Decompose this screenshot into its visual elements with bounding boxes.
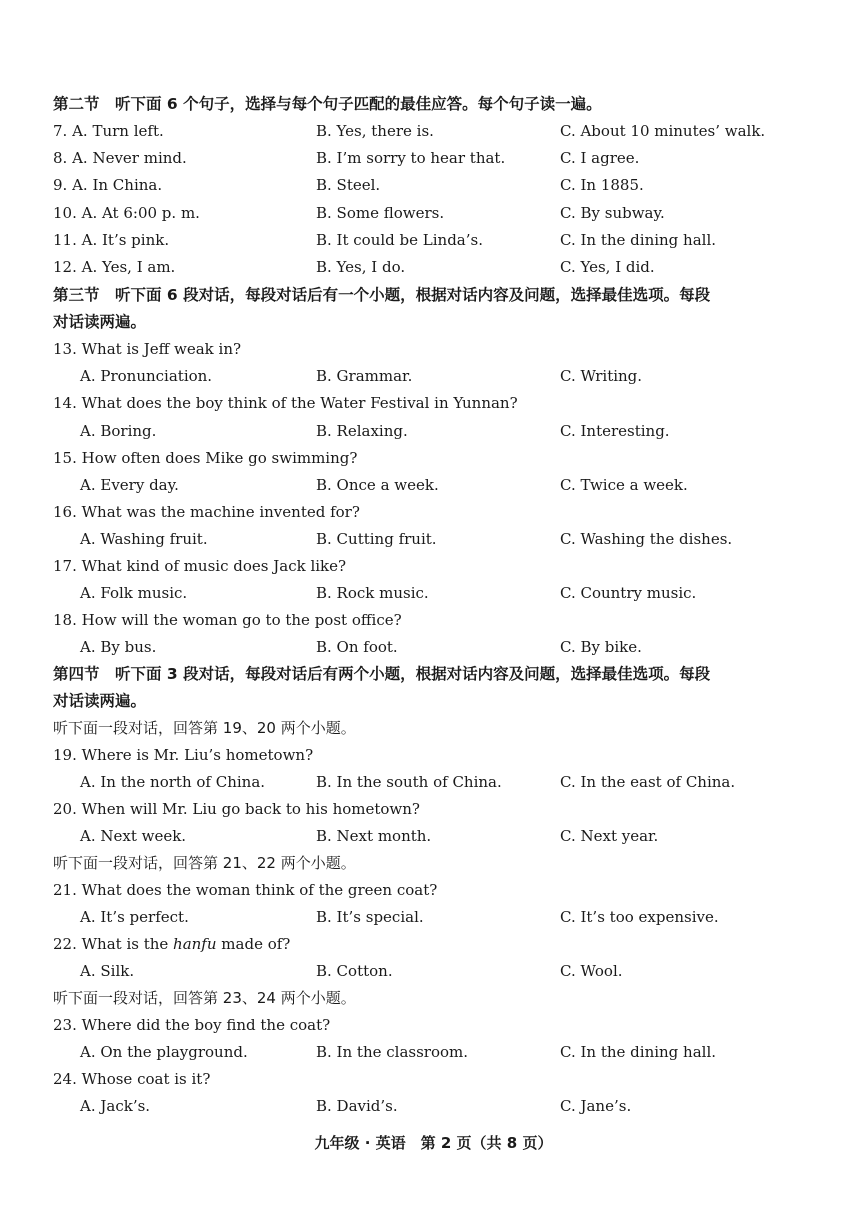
section-3-heading-cont: 对话读两遍。 (53, 313, 147, 331)
question-21 (0, 877, 867, 904)
options-17 (0, 580, 867, 607)
question-text: 16. What was the machine invented for? (53, 503, 360, 521)
question-row-8 (0, 145, 867, 172)
options-20 (0, 823, 867, 850)
option-c: C. Jane’s. (560, 1097, 632, 1115)
question-19 (0, 742, 867, 769)
option-b: B. In the classroom. (316, 1043, 469, 1061)
option-b: B. Once a week. (316, 476, 439, 494)
option-a: A. Folk music. (80, 584, 188, 602)
question-16 (0, 499, 867, 526)
section-4-heading-cont: 对话读两遍。 (53, 692, 147, 710)
option-c: C. Washing the dishes. (560, 530, 733, 548)
section-3-heading-line-1 (0, 282, 867, 309)
option-a: 9. A. In China. (53, 176, 163, 194)
question-18 (0, 607, 867, 634)
options-14 (0, 418, 867, 445)
option-c: C. Country music. (560, 584, 697, 602)
option-b: B. Cutting fruit. (316, 530, 437, 548)
question-row-10 (0, 200, 867, 227)
group-instruction: 听下面一段对话，回答第 23、24 两个小题。 (53, 989, 356, 1007)
options-21 (0, 904, 867, 931)
option-a: A. Silk. (80, 962, 135, 980)
option-b: B. Rock music. (316, 584, 429, 602)
option-a: A. Jack’s. (80, 1097, 151, 1115)
option-c: C. It’s too expensive. (560, 908, 719, 926)
option-a: A. Every day. (80, 476, 179, 494)
option-b: B. Steel. (316, 176, 381, 194)
options-18 (0, 634, 867, 661)
section-4-heading: 第四节 听下面 3 段对话，每段对话后有两个小题，根据对话内容及问题，选择最佳选项。每段 (53, 665, 711, 683)
group-instruction: 听下面一段对话，回答第 21、22 两个小题。 (53, 854, 356, 872)
question-13 (0, 336, 867, 363)
question-text: 13. What is Jeff weak in? (53, 340, 242, 358)
option-a: A. It’s perfect. (80, 908, 189, 926)
option-b: B. Cotton. (316, 962, 393, 980)
option-a: A. Washing fruit. (80, 530, 208, 548)
option-a: A. In the north of China. (80, 773, 266, 791)
group-3-instruction (0, 985, 867, 1012)
question-text-pre: 22. What is the (53, 935, 174, 953)
option-b: B. Some flowers. (316, 204, 445, 222)
question-text-italic: hanfu (173, 935, 217, 953)
question-14 (0, 390, 867, 417)
question-text: 17. What kind of music does Jack like? (53, 557, 347, 575)
option-c: C. Twice a week. (560, 476, 688, 494)
question-text: 19. Where is Mr. Liu’s hometown? (53, 746, 314, 764)
section-3-heading: 第三节 听下面 6 段对话，每段对话后有一个小题，根据对话内容及问题，选择最佳选项。每段 (53, 286, 711, 304)
option-b: B. Yes, I do. (316, 258, 406, 276)
options-19 (0, 769, 867, 796)
question-row-7 (0, 118, 867, 145)
section-2-heading: 第二节 听下面 6 个句子，选择与每个句子匹配的最佳应答。每个句子读一遍。 (53, 95, 602, 113)
option-c: C. Writing. (560, 367, 643, 385)
option-a: A. By bus. (80, 638, 157, 656)
option-c: C. In the dining hall. (560, 1043, 717, 1061)
option-a: A. Next week. (80, 827, 187, 845)
option-b: B. On foot. (316, 638, 398, 656)
option-b: B. Next month. (316, 827, 432, 845)
option-b: B. In the south of China. (316, 773, 502, 791)
option-c: C. By bike. (560, 638, 642, 656)
option-b: B. Yes, there is. (316, 122, 434, 140)
question-text: 18. How will the woman go to the post office? (53, 611, 402, 629)
option-a: 11. A. It’s pink. (53, 231, 170, 249)
question-24 (0, 1066, 867, 1093)
option-b: B. Relaxing. (316, 422, 408, 440)
option-c: C. In 1885. (560, 176, 644, 194)
option-c: C. I agree. (560, 149, 640, 167)
option-c: C. About 10 minutes’ walk. (560, 122, 766, 140)
option-a: A. On the playground. (80, 1043, 248, 1061)
option-a: 10. A. At 6:00 p. m. (53, 204, 200, 222)
question-text (53, 931, 290, 958)
option-a: 8. A. Never mind. (53, 149, 187, 167)
option-b: B. David’s. (316, 1097, 398, 1115)
option-a: 12. A. Yes, I am. (53, 258, 176, 276)
question-23 (0, 1012, 867, 1039)
option-a: A. Pronunciation. (80, 367, 213, 385)
question-15 (0, 445, 867, 472)
group-instruction: 听下面一段对话，回答第 19、20 两个小题。 (53, 719, 356, 737)
option-c: C. Yes, I did. (560, 258, 655, 276)
options-16 (0, 526, 867, 553)
option-b: B. I’m sorry to hear that. (316, 149, 506, 167)
options-24 (0, 1093, 867, 1120)
question-text-post: made of? (216, 935, 291, 953)
page-footer: 九年级 · 英语 第 2 页（共 8 页） (314, 1134, 553, 1152)
section-4-heading-line-1 (0, 661, 867, 688)
option-c: C. Next year. (560, 827, 659, 845)
option-b: B. It’s special. (316, 908, 424, 926)
question-20 (0, 796, 867, 823)
section-2-heading-line (0, 91, 867, 118)
question-22 (0, 931, 867, 958)
question-text: 15. How often does Mike go swimming? (53, 449, 358, 467)
question-text: 14. What does the boy think of the Water Festival in Yunnan? (53, 394, 518, 412)
group-2-instruction (0, 850, 867, 877)
question-text: 24. Whose coat is it? (53, 1070, 211, 1088)
option-c: C. Interesting. (560, 422, 670, 440)
question-row-11 (0, 227, 867, 254)
options-15 (0, 472, 867, 499)
option-b: B. Grammar. (316, 367, 413, 385)
option-c: C. In the east of China. (560, 773, 736, 791)
option-a: A. Boring. (80, 422, 157, 440)
option-c: C. By subway. (560, 204, 665, 222)
section-3-heading-line-2 (0, 309, 867, 336)
question-17 (0, 553, 867, 580)
section-4-heading-line-2 (0, 688, 867, 715)
option-a: 7. A. Turn left. (53, 122, 164, 140)
question-text: 21. What does the woman think of the green coat? (53, 881, 438, 899)
option-c: C. Wool. (560, 962, 623, 980)
option-b: B. It could be Linda’s. (316, 231, 483, 249)
question-text: 20. When will Mr. Liu go back to his hometown? (53, 800, 420, 818)
option-c: C. In the dining hall. (560, 231, 717, 249)
question-text: 23. Where did the boy find the coat? (53, 1016, 331, 1034)
question-row-9 (0, 172, 867, 199)
options-23 (0, 1039, 867, 1066)
question-row-12 (0, 254, 867, 281)
options-13 (0, 363, 867, 390)
options-22 (0, 958, 867, 985)
group-1-instruction (0, 715, 867, 742)
